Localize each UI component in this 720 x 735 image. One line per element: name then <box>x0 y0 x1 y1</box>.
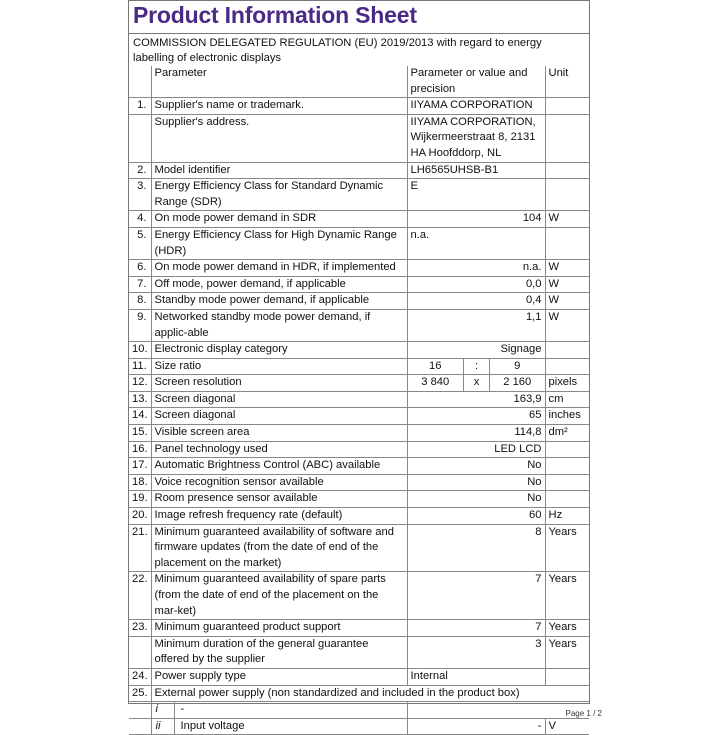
table-row <box>129 98 589 115</box>
header-unit: Unit <box>545 66 589 98</box>
row-value: 60 <box>407 508 545 525</box>
row-value: 104 <box>407 211 545 228</box>
row-value: No <box>407 491 545 508</box>
divider <box>129 33 589 34</box>
table-row <box>129 508 589 525</box>
table-row <box>129 620 589 637</box>
row-number: 9. <box>129 309 151 341</box>
row-parameter: Screen diagonal <box>151 391 407 408</box>
row-value: n.a. <box>407 260 545 277</box>
row-number: 23. <box>129 620 151 637</box>
value-left: 3 840 <box>421 376 450 389</box>
row-number: 4. <box>129 211 151 228</box>
row-value: 0,4 <box>407 293 545 310</box>
row-number: 19. <box>129 491 151 508</box>
sub-text: - <box>180 703 185 716</box>
row-unit: V <box>545 718 589 735</box>
table-row <box>129 227 589 259</box>
row-parameter: Minimum guaranteed product support <box>151 620 407 637</box>
table-row <box>129 260 589 277</box>
row-parameter: Supplier's address. <box>151 114 407 162</box>
row-unit <box>545 114 589 162</box>
table-row <box>129 718 589 735</box>
row-number: 15. <box>129 425 151 442</box>
row-value: 7 <box>407 620 545 637</box>
table-row <box>129 391 589 408</box>
row-parameter: Image refresh frequency rate (default) <box>151 508 407 525</box>
row-unit <box>545 358 589 375</box>
row-number: 22. <box>129 572 151 620</box>
row-parameter: Screen resolution <box>151 375 407 392</box>
row-unit <box>545 342 589 359</box>
table-row <box>129 358 589 375</box>
sub-index: i <box>152 702 175 718</box>
table-row <box>129 491 589 508</box>
row-number: 21. <box>129 524 151 572</box>
header-value: Parameter or value and precision <box>407 66 545 98</box>
row-unit <box>545 668 589 685</box>
header-parameter: Parameter <box>151 66 407 98</box>
row-unit <box>545 98 589 115</box>
row-value: 65 <box>407 408 545 425</box>
row-unit <box>545 162 589 179</box>
row-parameter: Visible screen area <box>151 425 407 442</box>
value-separator: : <box>464 359 490 375</box>
row-value: E <box>407 179 545 211</box>
table-row <box>129 474 589 491</box>
row-unit: dm² <box>545 425 589 442</box>
row-number: 12. <box>129 375 151 392</box>
row-number: 10. <box>129 342 151 359</box>
table-row <box>129 309 589 341</box>
table-row <box>129 114 589 162</box>
row-unit: Years <box>545 524 589 572</box>
row-unit: Hz <box>545 508 589 525</box>
row-number <box>129 718 151 735</box>
row-number: 5. <box>129 227 151 259</box>
row-unit: W <box>545 211 589 228</box>
row-parameter: Screen diagonal <box>151 408 407 425</box>
regulation-subtitle: COMMISSION DELEGATED REGULATION (EU) 2019/2013 with regard to energy labelling of electronic displays <box>133 37 542 64</box>
row-parameter: Power supply type <box>151 668 407 685</box>
row-value: LED LCD <box>407 441 545 458</box>
row-number: 3. <box>129 179 151 211</box>
row-parameter: Minimum guaranteed availability of software and firmware updates (from the date of end of the placement on the market) <box>151 524 407 572</box>
row-parameter: Size ratio <box>151 358 407 375</box>
table-row <box>129 425 589 442</box>
row-number: 8. <box>129 293 151 310</box>
header-number <box>129 66 151 98</box>
table-row <box>129 685 589 702</box>
row-value: No <box>407 474 545 491</box>
row-number: 25. <box>129 685 151 702</box>
row-unit <box>545 441 589 458</box>
table-row <box>129 458 589 475</box>
row-value: Signage <box>407 342 545 359</box>
value-right: 9 <box>514 359 521 372</box>
row-parameter: Panel technology used <box>151 441 407 458</box>
row-value: 8 <box>407 524 545 572</box>
row-number: 6. <box>129 260 151 277</box>
row-number: 14. <box>129 408 151 425</box>
row-value <box>407 358 545 375</box>
row-unit <box>545 179 589 211</box>
parameter-table <box>129 66 589 735</box>
row-sub-parameter <box>151 718 407 735</box>
row-parameter: Off mode, power demand, if applicable <box>151 276 407 293</box>
row-parameter: Energy Efficiency Class for Standard Dynamic Range (SDR) <box>151 179 407 211</box>
sub-text: Input voltage <box>180 719 245 732</box>
row-unit: pixels <box>545 375 589 392</box>
row-number: 24. <box>129 668 151 685</box>
row-unit: Years <box>545 636 589 668</box>
table-row <box>129 636 589 668</box>
table-row <box>129 572 589 620</box>
row-unit: Years <box>545 572 589 620</box>
row-number: 1. <box>129 98 151 115</box>
row-unit: W <box>545 260 589 277</box>
row-value: IIYAMA CORPORATION <box>407 98 545 115</box>
row-value: 7 <box>407 572 545 620</box>
row-number: 20. <box>129 508 151 525</box>
row-value: No <box>407 458 545 475</box>
row-parameter: Electronic display category <box>151 342 407 359</box>
row-parameter: Energy Efficiency Class for High Dynamic Range (HDR) <box>151 227 407 259</box>
table-row <box>129 342 589 359</box>
row-unit: W <box>545 309 589 341</box>
row-parameter: Standby mode power demand, if applicable <box>151 293 407 310</box>
row-parameter: On mode power demand in HDR, if implemented <box>151 260 407 277</box>
row-unit: W <box>545 293 589 310</box>
row-number: 13. <box>129 391 151 408</box>
page-title: Product Information Sheet <box>133 2 417 28</box>
row-sub-parameter <box>151 702 407 719</box>
row-parameter: Voice recognition sensor available <box>151 474 407 491</box>
row-value: 0,0 <box>407 276 545 293</box>
table-row <box>129 211 589 228</box>
row-value <box>407 375 545 392</box>
row-parameter: Networked standby mode power demand, if applic-able <box>151 309 407 341</box>
sub-index: ii <box>152 719 175 735</box>
row-value: IIYAMA CORPORATION, Wijkermeerstraat 8, 2131 HA Hoofddorp, NL <box>407 114 545 162</box>
row-parameter: On mode power demand in SDR <box>151 211 407 228</box>
row-value: 3 <box>407 636 545 668</box>
row-value: - <box>407 718 545 735</box>
row-parameter: Supplier's name or trademark. <box>151 98 407 115</box>
row-value: n.a. <box>407 227 545 259</box>
row-value: 114,8 <box>407 425 545 442</box>
table-header-row <box>129 66 589 98</box>
value-right: 2 160 <box>503 376 532 389</box>
row-value: 163,9 <box>407 391 545 408</box>
row-number: 11. <box>129 358 151 375</box>
table-row <box>129 375 589 392</box>
table-row <box>129 702 589 719</box>
row-parameter: External power supply (non standardized and included in the product box) <box>151 685 589 702</box>
row-number <box>129 702 151 719</box>
row-unit: inches <box>545 408 589 425</box>
row-unit: cm <box>545 391 589 408</box>
row-parameter: Minimum guaranteed availability of spare parts (from the date of end of the placement on the mar-ket) <box>151 572 407 620</box>
row-value: 1,1 <box>407 309 545 341</box>
row-value: LH6565UHSB-B1 <box>407 162 545 179</box>
row-unit <box>545 491 589 508</box>
table-row <box>129 179 589 211</box>
table-row <box>129 276 589 293</box>
row-value <box>407 702 589 719</box>
row-number: 7. <box>129 276 151 293</box>
row-unit: Years <box>545 620 589 637</box>
row-number <box>129 636 151 668</box>
row-unit <box>545 227 589 259</box>
table-row <box>129 668 589 685</box>
table-row <box>129 293 589 310</box>
row-number <box>129 114 151 162</box>
row-parameter: Automatic Brightness Control (ABC) available <box>151 458 407 475</box>
row-unit <box>545 474 589 491</box>
row-number: 16. <box>129 441 151 458</box>
table-row <box>129 441 589 458</box>
table-row <box>129 524 589 572</box>
row-number: 17. <box>129 458 151 475</box>
value-separator: x <box>464 375 490 391</box>
row-value: Internal <box>407 668 545 685</box>
row-parameter: Model identifier <box>151 162 407 179</box>
row-unit <box>545 458 589 475</box>
table-row <box>129 162 589 179</box>
table-row <box>129 408 589 425</box>
row-parameter: Room presence sensor available <box>151 491 407 508</box>
row-number: 2. <box>129 162 151 179</box>
row-parameter: Minimum duration of the general guarantee offered by the supplier <box>151 636 407 668</box>
row-number: 18. <box>129 474 151 491</box>
value-left: 16 <box>429 359 442 372</box>
page-number: Page 1 / 2 <box>565 709 602 718</box>
row-unit: W <box>545 276 589 293</box>
